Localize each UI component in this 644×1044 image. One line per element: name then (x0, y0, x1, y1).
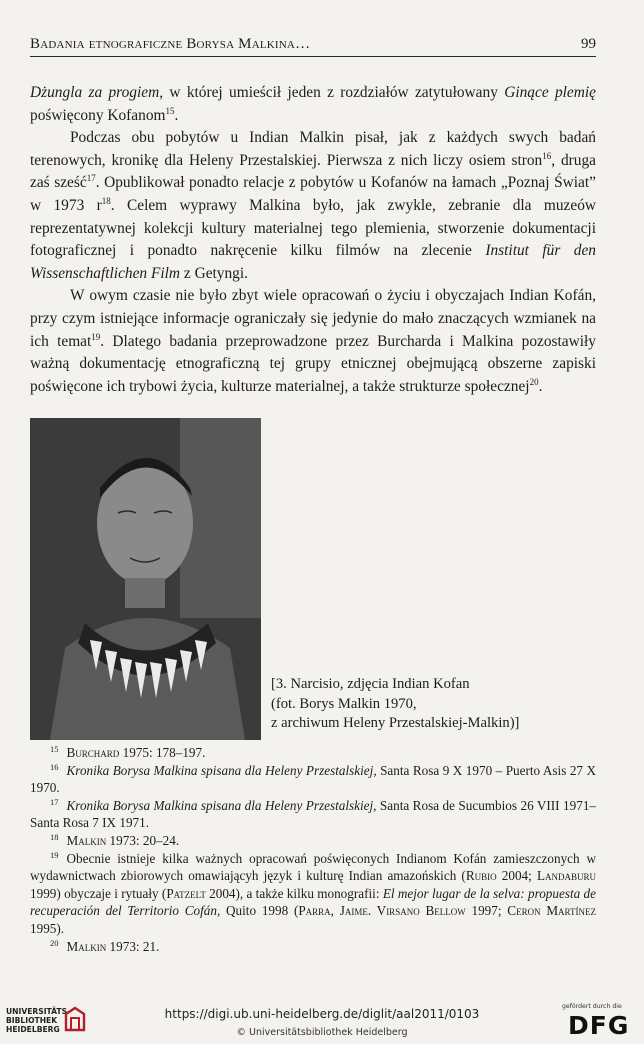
footnote-16 (30, 762, 596, 797)
footnote-number: 17 (50, 796, 59, 807)
footnote-ref-19[interactable]: 19 (91, 331, 101, 342)
text-run: , w której umieścił jeden z rozdziałów zatytułowany (159, 84, 505, 101)
dfg-logo[interactable] (562, 1003, 640, 1039)
text-run: . (174, 106, 179, 124)
text-run: 1995). (30, 920, 65, 936)
dfg-tagline: gefördert durch die (562, 1003, 622, 1010)
text-run: 1975: 178–197. (119, 745, 206, 760)
footnote-number: 18 (50, 831, 59, 842)
footnote-number: 20 (50, 937, 59, 948)
footnote-ref-15[interactable]: 15 (165, 105, 175, 116)
dfg-wordmark: DFG (568, 1011, 630, 1040)
text-run: Podczas obu pobytów u Indian Malkin pisał, jak z każdych swych badań terenowych, kronikę dla Heleny Przestalskiej. Pierwsza z nich liczy osiem stron (30, 129, 596, 169)
paragraph-2 (30, 127, 596, 285)
author-name: Landaburu (536, 868, 596, 884)
caption-line-1: [3. Narcisio, zdjęcia Indian Kofan (271, 676, 470, 692)
text-run: 1997; (465, 903, 508, 919)
author-name: Malkin (66, 832, 107, 848)
text-run: . Dlatego badania przeprowadzone przez Burcharda i Malkina pozostawiły ważną dokumentację etnograficzną tej grupy etnicznej obejmującą obszerne zapiski poświęcone ich trybowi życia, kulturze materialnej, a także strukturze społecznej (30, 332, 596, 395)
text-run: , Santa Rosa de Sucumbios 26 VIII 1971–Santa Rosa 7 IX 1971. (30, 797, 597, 831)
page-number: 99 (581, 36, 596, 52)
permalink-url[interactable]: https://digi.ub.uni-heidelberg.de/diglit/aal2011/0103 (164, 1007, 480, 1021)
footnote-ref-17[interactable]: 17 (86, 173, 96, 184)
text-run: poświęcony Kofanom (30, 106, 166, 124)
text-run: . Celem wyprawy Malkina było, jak zwykle, zebranie dla muzeów reprezentatywnej kolekcji kultury materialnej tego plemienia, stworzenie dokumentacji fotograficznej i ponadto nakręcenie kilku filmów na zlecenie (30, 196, 597, 260)
chapter-title-italic: Ginące plemię (504, 84, 596, 101)
text-run: , Santa Rosa 9 X 1970 – Puerto Asis 27 X 1970. (30, 762, 597, 796)
text-run: 1999) obyczaje i rytuały ( (30, 885, 167, 901)
footnote-19 (30, 850, 596, 938)
author-name: Ceron Martínez (507, 903, 597, 919)
source-title-italic: Kronika Borysa Malkina spisana dla Heleny Przestalskiej (66, 797, 374, 813)
portrait-illustration (30, 418, 261, 740)
text-run: 2004), a także kilku monografii: (205, 885, 383, 901)
logo-line-3: HEIDELBERG (6, 1025, 60, 1034)
text-run: , druga zaś sześć (30, 151, 596, 192)
text-run: 2004; (496, 868, 537, 884)
footnote-15 (30, 744, 596, 762)
paragraph-3 (30, 285, 596, 398)
footnote-number: 15 (50, 744, 59, 754)
source-title-italic: Kronika Borysa Malkina spisana dla Heleny Przestalskiej (66, 762, 374, 778)
footnote-ref-20[interactable]: 20 (529, 376, 539, 387)
text-run: . (538, 377, 543, 395)
body-text (30, 82, 596, 398)
footnote-number: 16 (50, 761, 59, 772)
book-title-italic: Dżungla za progiem (30, 84, 160, 101)
paragraph-1 (30, 82, 596, 127)
author-name: Parra, Jaime. Virsano Bellow (298, 903, 466, 919)
text-run: Obecnie istnieje kilka ważnych opracowań poświęconych Indianom Kofán zamieszczonych w wydawnictwach zbiorowych omawiającyh język i kulturę Indian amazońskich ( (30, 850, 596, 884)
running-header (30, 36, 596, 57)
institute-name-italic: Institut für den Wissenschaftlichen Film (30, 242, 596, 282)
author-name: Burchard (66, 745, 120, 760)
text-run: W owym czasie nie było zbyt wiele opracowań o życiu i obyczajach Indian Kofán, przy czym istniejące informacje ograniczały się jedynie do mało znaczących wzmianek na ich temat (30, 287, 596, 350)
author-name: Rubio (465, 868, 497, 884)
copyright-notice: © Universitätsbibliothek Heidelberg (236, 1027, 408, 1038)
logo-line-1: UNIVERSITÄTS- (6, 1007, 71, 1016)
text-run: z Getyngi. (180, 264, 249, 282)
footnote-ref-16[interactable]: 16 (542, 150, 552, 161)
running-title: Badania etnograficzne Borysa Malkina… (30, 36, 311, 52)
footnote-number: 19 (50, 849, 59, 860)
text-run: . Opublikował ponadto relacje z pobytów u Kofanów na łamach „Poznaj Świat” w 1973 r (30, 174, 596, 214)
footnote-20 (30, 938, 596, 956)
footnotes (30, 744, 596, 955)
monograph-title-italic: El mejor lugar de la selva: propuesta de recuperación del Territorio Cofán, (30, 885, 597, 919)
caption-line-2: (fot. Borys Malkin 1970, (271, 695, 417, 712)
logo-line-2: BIBLIOTHEK (6, 1016, 58, 1025)
footnote-ref-18[interactable]: 18 (101, 195, 111, 206)
author-name: Patzelt (166, 885, 206, 901)
photo-caption (271, 675, 591, 734)
footnote-17 (30, 797, 596, 832)
text-run: 1973: 21. (106, 938, 160, 954)
text-run: Quito 1998 ( (220, 903, 299, 919)
text-run: 1973: 20–24. (106, 832, 180, 848)
caption-line-3: z archiwum Heleny Przestalskiej-Malkin)] (271, 715, 520, 731)
author-name: Malkin (66, 938, 107, 954)
portrait-photo (30, 418, 261, 740)
footnote-18 (30, 832, 596, 850)
